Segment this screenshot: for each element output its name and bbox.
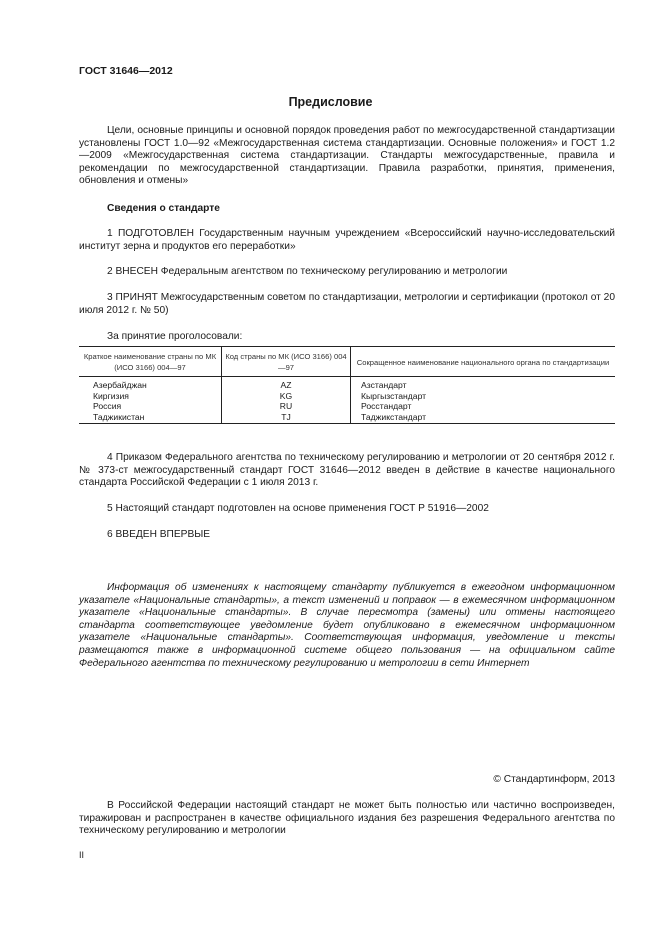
reproduction-notice: В Российской Федерации настоящий стандарт не может быть полностью или частично воспроизведен, тиражирован и распространен в качестве официального издания без разрешения Федерального агентства по техническому регулированию и метрологии [79,800,615,837]
table-row [79,401,615,412]
page-title: Предисловие [288,95,373,109]
item-2-introduced: 2 ВНЕСЕН Федеральным агентством по техническому регулированию и метрологии [107,266,508,277]
intro-paragraph: Цели, основные принципы и основной порядок проведения работ по межгосударственной стандартизации установлены ГОСТ 1.0—92 «Межгосударственная система стандартизации. Основные положения» и ГОСТ 1.2—2009 «Межгосударственная система стандартизации. Стандарты межгосударственные, правила и рекомендации по межгосударственной стандартизации. Правила разработки, принятия, применения, обновления и отмены» [79,125,615,187]
standards-body: Росстандарт [351,401,616,412]
item-5-basis: 5 Настоящий стандарт подготовлен на основе применения ГОСТ Р 51916—2002 [107,503,489,514]
item-3-adopted: 3 ПРИНЯТ Межгосударственным советом по стандартизации, метрологии и сертификации (протокол от 20 июля 2012 г. № 50) [79,292,615,316]
table-row [79,412,615,424]
column-header-country: Краткое наименование страны по МК (ИСО 3166) 004—97 [79,347,222,377]
country-name: Азербайджан [93,380,147,390]
page-number: II [79,850,85,860]
item-6-first-introduced: 6 ВВЕДЕН ВПЕРВЫЕ [107,529,211,540]
column-header-body: Сокращенное наименование национального органа по стандартизации [351,347,616,377]
info-heading: Сведения о стандарте [107,203,220,214]
document-header: ГОСТ 31646—2012 [79,65,173,77]
country-name: Россия [93,401,122,411]
amendments-notice: Информация об изменениях к настоящему стандарту публикуется в ежегодном информационном указателе «Национальные стандарты», а текст изменений и поправок — в ежемесячном информационном указателе «Национальные стандарты». В случае пересмотра (замены) или отмены настоящего стандарта соответствующее уведомление будет опубликовано в ежемесячном информационном указателе «Национальные стандарты». Соответствующая информация, уведомление и тексты размещаются также в информационной системе общего пользования — на официальном сайте Федерального агентства по техническому регулированию и метрологии в сети Интернет [79,582,615,669]
table-row [79,391,615,402]
table-row [79,377,615,391]
country-code: KG [222,391,351,402]
table-header-row [79,347,615,377]
column-header-code: Код страны по МК (ИСО 3166) 004—97 [222,347,351,377]
country-name: Киргизия [93,390,129,401]
country-name: Таджикистан [79,412,222,424]
standards-body: Кыргызстандарт [351,391,616,402]
copyright: © Стандартинформ, 2013 [493,774,615,785]
country-code: AZ [222,377,351,391]
voting-countries-table [79,346,615,424]
item-1-prepared: 1 ПОДГОТОВЛЕН Государственным научным учреждением «Всероссийский научно-исследовательский институт зерна и продуктов его переработки» [79,228,615,252]
standards-body: Таджикстандарт [351,412,616,424]
country-code: RU [222,401,351,412]
voted-label: За принятие проголосовали: [107,331,243,342]
standards-body: Азстандарт [351,377,616,391]
country-code: TJ [222,412,351,424]
item-4-order: 4 Приказом Федерального агентства по техническому регулированию и метрологии от 20 сентября 2012 г. № 373-ст межгосударственный стандарт ГОСТ 31646—2012 введен в действие в качестве национального стандарта Российской Федерации с 1 июля 2013 г. [79,452,615,489]
